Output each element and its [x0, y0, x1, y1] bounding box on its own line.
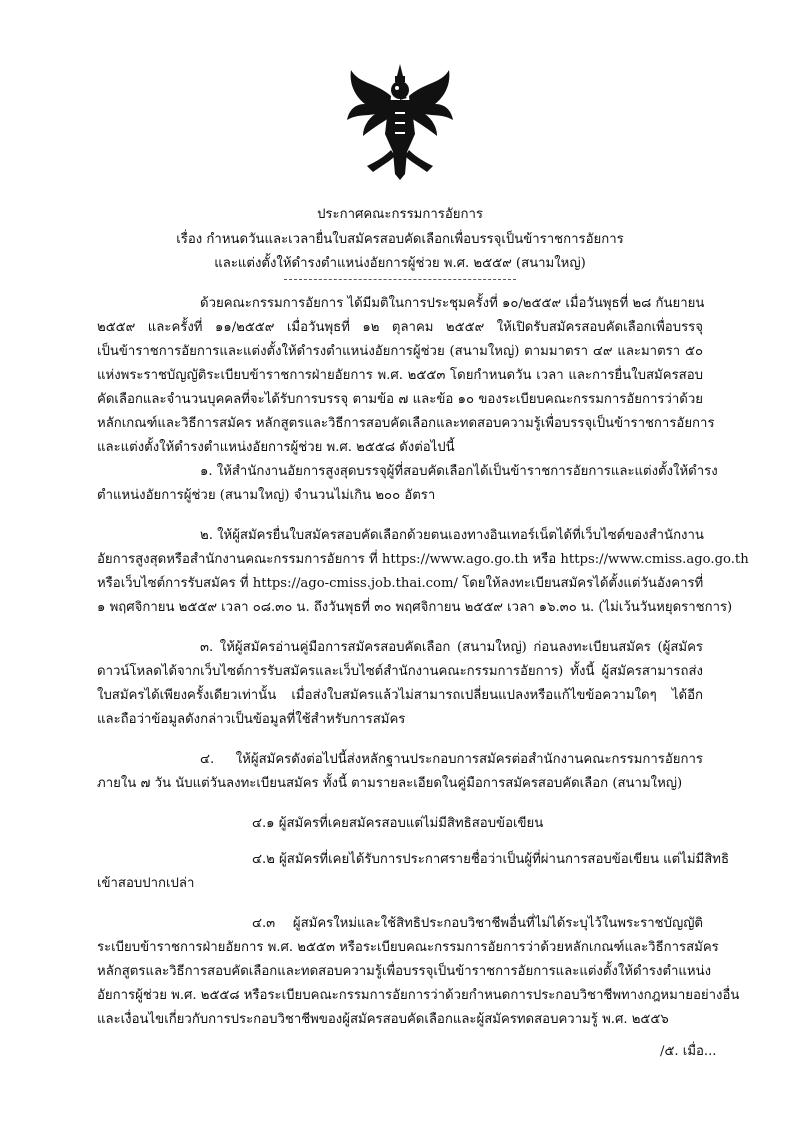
item-4-2-line: ๔.๒ ผู้สมัครที่เคยได้รับการประกาศรายชื่อว่าเป็นผู้ที่ผ่านการสอบข้อเขียน แต่ไม่มีสิทธิ — [252, 852, 730, 867]
item-4-3-line: หลักสูตรและวิธีการสอบคัดเลือกและทดสอบความรู้เพื่อบรรจุเป็นข้าราชการอัยการและแต่งตั้งให้ดำรงตำแหน่ง — [97, 964, 712, 979]
item-2-line: อัยการสูงสุดหรือสำนักงานคณะกรรมการอัยการ ที่ https://www.ago.go.th หรือ https://www.cmiss.ago.go.th — [97, 552, 749, 567]
intro-line: เป็นข้าราชการอัยการและแต่งตั้งให้ดำรงตำแหน่งอัยการผู้ช่วย (สนามใหญ่) ตามมาตรา ๔๙ และมาตรา ๕๐ — [97, 344, 703, 359]
intro-line: ๒๕๕๙ และครั้งที่ ๑๑/๒๕๕๙ เมื่อวันพุธที่ ๑๒ ตุลาคม ๒๕๕๙ ให้เปิดรับสมัครสอบคัดเลือกเพื่อบรรจุ — [97, 320, 703, 335]
intro-line: คัดเลือกและจำนวนบุคคลที่จะได้รับการบรรจุ ตามข้อ ๗ และข้อ ๑๐ ของระเบียบคณะกรรมการอัยการว่าด้วย — [97, 392, 703, 407]
intro-line: แห่งพระราชบัญญัติระเบียบข้าราชการฝ่ายอัยการ พ.ศ. ๒๕๕๓ โดยกำหนดวัน เวลา และการยื่นใบสมัครสอบ — [97, 368, 703, 383]
item-4-line: ๔. ให้ผู้สมัครดังต่อไปนี้ส่งหลักฐานประกอบการสมัครต่อสำนักงานคณะกรรมการอัยการ — [200, 752, 703, 767]
page-continuation: /๕. เมื่อ... — [660, 1044, 717, 1059]
item-1-line: ตำแหน่งอัยการผู้ช่วย (สนามใหญ่) จำนวนไม่เกิน ๒๐๐ อัตรา — [97, 488, 436, 503]
item-3-line: ใบสมัครได้เพียงครั้งเดียวเท่านั้น เมื่อส่งใบสมัครแล้วไม่สามารถเปลี่ยนแปลงหรือแก้ไขข้อความใดๆ ได้อีก — [97, 688, 703, 703]
item-4-3-line: และเงื่อนไขเกี่ยวกับการประกอบวิชาชีพของผู้สมัครสอบคัดเลือกและผู้สมัครทดสอบความรู้ พ.ศ. ๒๕๕๖ — [97, 1012, 669, 1027]
item-4-2-line: เข้าสอบปากเปล่า — [97, 876, 195, 891]
title-divider — [284, 279, 516, 280]
garuda-emblem-icon — [345, 62, 455, 182]
item-2-line: ๑ พฤศจิกายน ๒๕๕๙ เวลา ๐๘.๓๐ น. ถึงวันพุธที่ ๓๐ พฤศจิกายน ๒๕๕๙ เวลา ๑๖.๓๐ น. (ไม่เว้นวันหยุดราชการ) — [97, 600, 733, 615]
intro-line: ด้วยคณะกรรมการอัยการ ได้มีมติในการประชุมครั้งที่ ๑๐/๒๕๕๙ เมื่อวันพุธที่ ๒๘ กันยายน — [200, 296, 705, 311]
announcement-title: ประกาศคณะกรรมการอัยการ — [317, 207, 483, 222]
intro-line: หลักเกณฑ์และวิธีการสมัคร หลักสูตรและวิธีการสอบคัดเลือกและทดสอบความรู้เพื่อบรรจุเป็นข้าราชการอัยการ — [97, 416, 715, 431]
subject-line-2: และแต่งตั้งให้ดำรงตำแหน่งอัยการผู้ช่วย พ.ศ. ๒๕๕๙ (สนามใหญ่) — [214, 256, 586, 271]
item-1-line: ๑. ให้สำนักงานอัยการสูงสุดบรรจุผู้ที่สอบคัดเลือกได้เป็นข้าราชการอัยการและแต่งตั้งให้ดำรง — [200, 464, 718, 479]
item-4-3-line: อัยการผู้ช่วย พ.ศ. ๒๕๕๘ หรือระเบียบคณะกรรมการอัยการว่าด้วยกำหนดการประกอบวิชาชีพทางกฎหมายอย่างอื่น — [97, 988, 740, 1003]
item-4-3-line: ๔.๓ ผู้สมัครใหม่และใช้สิทธิประกอบวิชาชีพอื่นที่ไม่ได้ระบุไว้ในพระราชบัญญัติ — [252, 916, 703, 931]
intro-line: และแต่งตั้งให้ดำรงตำแหน่งอัยการผู้ช่วย พ.ศ. ๒๕๕๘ ดังต่อไปนี้ — [97, 440, 455, 455]
item-3-line: และถือว่าข้อมูลดังกล่าวเป็นข้อมูลที่ใช้สำหรับการสมัคร — [97, 712, 406, 727]
item-3-line: ดาวน์โหลดได้จากเว็บไซต์การรับสมัครและเว็บไซต์สำนักงานคณะกรรมการอัยการ) ทั้งนี้ ผู้สมัครสามารถส่ง — [97, 664, 703, 679]
item-3-line: ๓. ให้ผู้สมัครอ่านคู่มือการสมัครสอบคัดเลือก (สนามใหญ่) ก่อนลงทะเบียนสมัคร (ผู้สมัคร — [200, 640, 703, 655]
item-4-1-line: ๔.๑ ผู้สมัครที่เคยสมัครสอบแต่ไม่มีสิทธิสอบข้อเขียน — [252, 816, 544, 831]
item-2-line: ๒. ให้ผู้สมัครยื่นใบสมัครสอบคัดเลือกด้วยตนเองทางอินเทอร์เน็ตได้ที่เว็บไซต์ของสำนักงาน — [200, 528, 704, 543]
item-2-line: หรือเว็บไซต์การรับสมัคร ที่ https://ago-cmiss.job.thai.com/ โดยให้ลงทะเบียนสมัครได้ตั้งแต่วันอังคารที่ — [97, 576, 704, 591]
item-4-3-line: ระเบียบข้าราชการฝ่ายอัยการ พ.ศ. ๒๕๕๓ หรือระเบียบคณะกรรมการอัยการว่าด้วยหลักเกณฑ์และวิธีการสมัคร — [97, 940, 719, 955]
subject-line-1: เรื่อง กำหนดวันและเวลายื่นใบสมัครสอบคัดเลือกเพื่อบรรจุเป็นข้าราชการอัยการ — [176, 232, 624, 247]
item-4-line: ภายใน ๗ วัน นับแต่วันลงทะเบียนสมัคร ทั้งนี้ ตามรายละเอียดในคู่มือการสมัครสอบคัดเลือก (สนามใหญ่) — [97, 776, 683, 791]
